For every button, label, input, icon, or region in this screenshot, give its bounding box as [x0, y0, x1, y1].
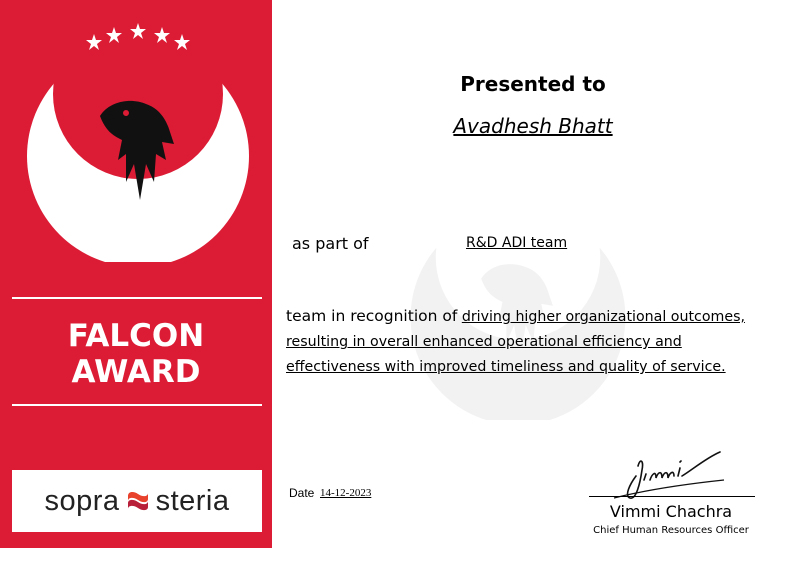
signatory-title: Chief Human Resources Officer: [593, 525, 749, 536]
award-title-line1: FALCON: [67, 318, 205, 354]
team-name: R&D ADI team: [466, 235, 568, 251]
logo-word-sopra: sopra: [44, 484, 120, 517]
signature-image: [606, 440, 726, 504]
award-title-line2: AWARD: [71, 354, 201, 390]
date-label: Date: [289, 486, 315, 500]
divider-top: [12, 297, 262, 299]
falcon-crest-icon: [14, 14, 262, 262]
recognition-text: driving higher organizational outcomes, resulting in overall enhanced operational efficiency and effectiveness with improved timeliness and quality of service.: [286, 309, 745, 375]
signatory-name: Vimmi Chachra: [609, 502, 733, 521]
recognition-lead: team in recognition of: [286, 307, 458, 325]
recipient-name: Avadhesh Bhatt: [453, 114, 613, 138]
sopra-steria-mark-icon: [125, 488, 151, 514]
divider-bottom: [12, 404, 262, 406]
signature-line: [589, 496, 755, 497]
award-date: 14-12-2023: [320, 487, 372, 499]
as-part-of-label: as part of: [292, 234, 369, 253]
falcon-watermark-icon: [398, 180, 638, 420]
logo-word-steria: steria: [155, 484, 230, 517]
presented-to-heading: Presented to: [460, 72, 606, 96]
award-side-panel: [0, 0, 272, 548]
company-logo: [12, 470, 262, 532]
award-title: [0, 318, 272, 390]
recognition-statement: [286, 304, 776, 380]
